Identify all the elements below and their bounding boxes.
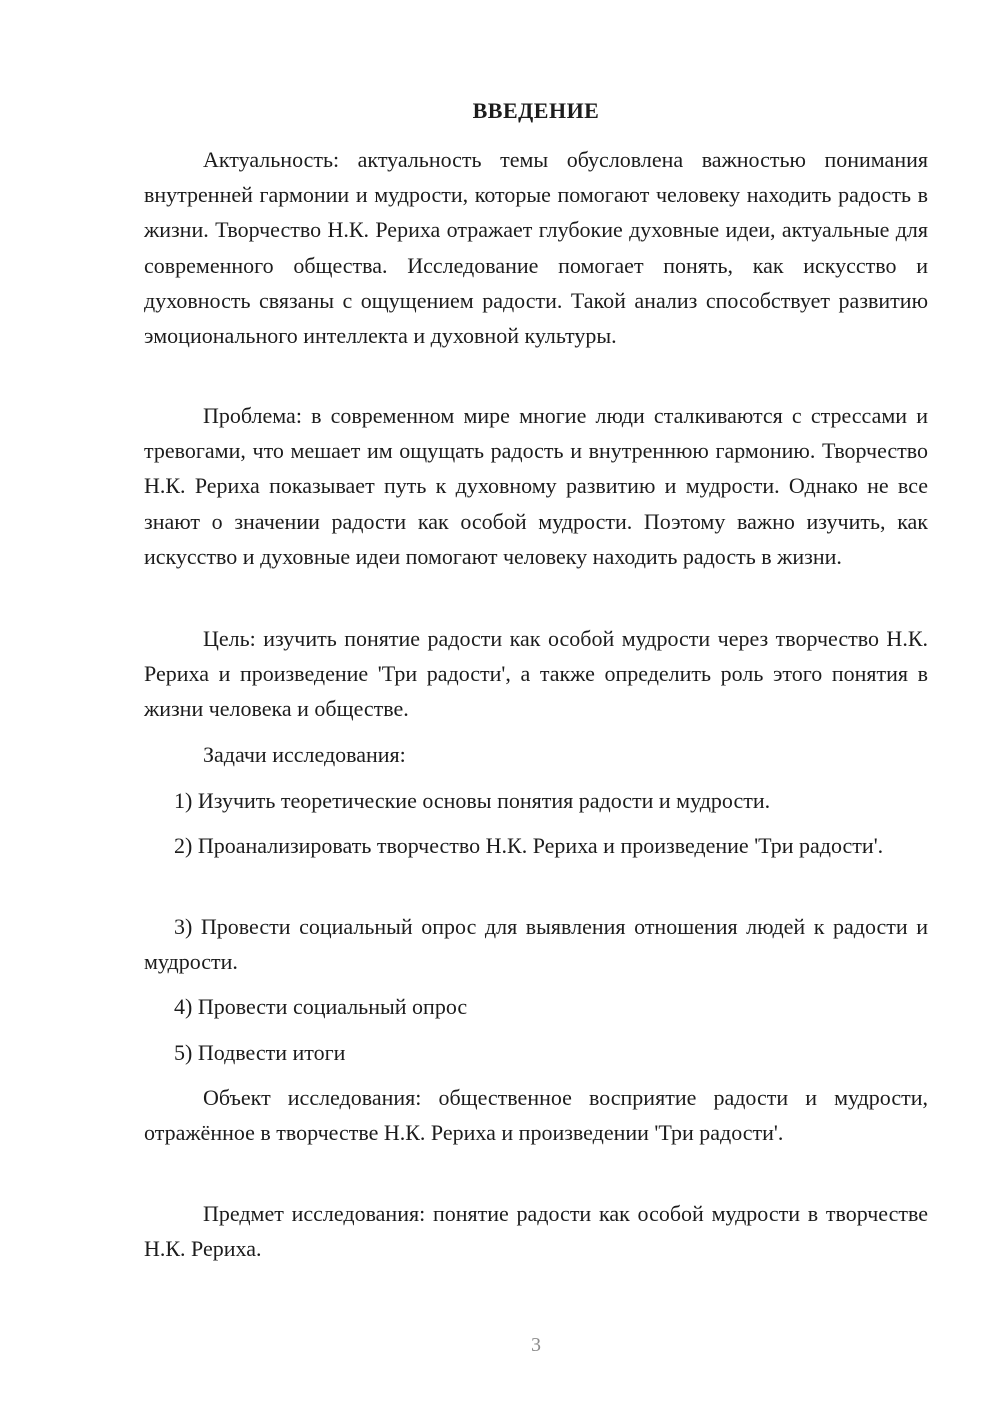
section-title: ВВЕДЕНИЕ (472, 98, 600, 123)
object-paragraph: Объект исследования: общественное восприятие радости и мудрости, отражённое в творчестве Н.К. Рериха и произведении 'Три радости'. (144, 1085, 928, 1146)
task-item-2: 2) Проанализировать творчество Н.К. Рериха и произведение 'Три радости'. (174, 833, 884, 858)
problem-paragraph: Проблема: в современном мире многие люди сталкиваются с стрессами и тревогами, что мешает им ощущать радость и внутреннюю гармонию. Творчество Н.К. Рериха показывает путь к духовному развитию и мудрости. Однако не все знают о значении радости как особой мудрости. Поэтому важно изучить, как искусство и духовные идеи помогают человеку находить радость в жизни. (144, 403, 928, 569)
page-number: 3 (531, 1334, 541, 1356)
task-item-1: 1) Изучить теоретические основы понятия радости и мудрости. (174, 788, 771, 813)
subject-paragraph: Предмет исследования: понятие радости как особой мудрости в творчестве Н.К. Рериха. (144, 1201, 928, 1262)
task-item-5: 5) Подвести итоги (174, 1040, 346, 1065)
task-item-3: 3) Провести социальный опрос для выявления отношения людей к радости и мудрости. (144, 914, 928, 975)
tasks-heading: Задачи исследования: (203, 742, 406, 767)
goal-paragraph: Цель: изучить понятие радости как особой мудрости через творчество Н.К. Рериха и произведение 'Три радости', а также определить роль этого понятия в жизни человека и обществе. (144, 626, 928, 722)
task-item-4: 4) Провести социальный опрос (174, 994, 468, 1019)
relevance-paragraph: Актуальность: актуальность темы обусловлена важностью понимания внутренней гармонии и мудрости, которые помогают человеку находить радость в жизни. Творчество Н.К. Рериха отражает глубокие духовные идеи, актуальные для современного общества. Исследование помогает понять, как искусство и духовность связаны с ощущением радости. Такой анализ способствует развитию эмоционального интеллекта и духовной культуры. (144, 147, 928, 349)
